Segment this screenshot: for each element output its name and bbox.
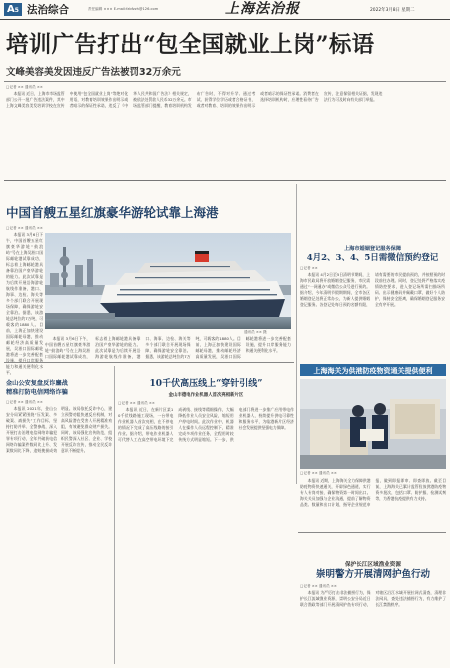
cruise-ship-illustration: [45, 233, 291, 329]
jinshan-body: [6, 406, 112, 664]
epidemic-body: [300, 478, 446, 530]
jinshan-headline-2: 精准打防电信网络诈骗: [6, 389, 68, 396]
marriage-body-text: 本报讯 4月2日至5日清明节期间，上海市民政局将开放婚姻登记服务，市民需通过“一网通办”或微信公众号进行预约。据介绍，今年清明节假期期间，全市各区婚姻登记处将正常办公，为新人提供婚姻登记服务。各登记处每日预约名额有限，请有需要的市民提前预约，并按照预约时段前往办理。同时，登记处将严格落实疫情防控要求，进入登记场所需扫描场所码、出示健康码并佩戴口罩，做好个人防护，保持安全距离，确保婚姻登记服务安全有序开展。: [300, 272, 445, 307]
epidemic-body-text: 本报讯 近期，上海海关全力保障供港防疫物资快速通关，开辟绿色通道，实行专人专岗对接，确保物资第一时间出口。海关关员加强与企业沟通，提前了解物资品类、数量和出口计划，指导企业规范申报，做到即报即审、即查即放。截至目前，上海海关已累计监管验放供港防疫物资多批次，包括口罩、防护服、检测试剂等，为香港抗疫提供有力支持。: [300, 478, 446, 507]
newspaper-logo: 上海法治报: [225, 1, 300, 17]
lead-byline: □记者 ×× 通讯员 ××: [6, 85, 43, 89]
marriage-byline: □记者 ××: [300, 266, 318, 270]
police-headline: 崇明警方开展清网护鱼行动: [315, 569, 430, 580]
police-intro: 保护长江区域渔业资源: [345, 562, 401, 568]
customs-officers-illustration: [300, 379, 446, 469]
jinshan-rule: [114, 366, 115, 664]
lead-rule: [4, 81, 446, 82]
cruise-ship-photo: [45, 233, 291, 329]
masthead-rule: [0, 19, 450, 20]
lead-body: [6, 91, 446, 177]
police-body: [300, 590, 446, 664]
jinshan-byline: □记者 ×× 通讯员 ××: [6, 400, 43, 404]
jinshan-body-text: 本报讯 2021年，金山公安分局紧紧围绕“压发案、多破案、减损失”工作目标，坚持打防并举、全警参战，深入开展打击治理电信网络诈骗犯罪专项行动，全年共破获电信网络诈骗案件数同比上升、发案数同比下降，追赃挽损成效明显。该局依托反诈中心，建立预警劝阻快速反应机制，对高风险潜在受害人开展精准劝阻，有效避免群众财产损失。同时，该局强化宣传防范，组织民警深入社区、企业、学校开展反诈宣传，推动全民反诈意识不断提升。: [6, 406, 112, 453]
hotline-byline: □记者 ×× 通讯员 ××: [118, 401, 155, 405]
ship-body-left: [6, 232, 43, 375]
hotline-body: [118, 407, 294, 664]
epidemic-byline: □记者 ×× 通讯员 ××: [300, 471, 337, 475]
section-title: 法治综合: [27, 4, 69, 16]
editor-line: 责任编辑 ××× E-mail:fzbfzzh@126.com: [88, 7, 159, 11]
page-letter: A: [7, 4, 15, 15]
ship-body-text: 本报讯 3月6日下午，中国首艘五星红旗豪华游轮“鼓浪屿”号在上海吴淞口国际邮轮港试靠成功，标志着上海邮轮港具备靠泊国产豪华游轮的能力。此次试靠是为后续开展沿海游轮航线作准备，港口、海事、边检、海关等多个部门联合开展现场保障，确保游轮安全靠泊。据悉，该游轮总吨位约7万吨，可载客约1880人。目前，上海正加快建设国际邮轮母港，推动邮轮经济高质量发展，吴淞口国际邮轮港将进一步完善配套设施，提升口岸服务能力和通关便利化水平。: [6, 232, 43, 375]
masthead: [0, 0, 450, 20]
lead-subhead: 文峰美容美发因违反广告法被罚32万余元: [6, 67, 181, 78]
ship-photo-caption: 通讯员 ×× 摄: [244, 330, 267, 334]
lead-bottom-rule: [4, 180, 446, 181]
officer-figure-2: [372, 403, 388, 449]
police-body-text: 本报讯 为严厉打击非法捕捞行为，保护长江流域渔业资源，崇明公安分局近日联合渔政等部门开展清网护鱼专项行动，对辖区沿江水域开展拉网式清查，清理非法网具，查处违法捕捞行为，有力维护了长江禁渔秩序。: [300, 590, 446, 607]
lead-headline: 培训广告打出“包全国就业上岗”标语: [6, 32, 375, 58]
marriage-headline: 上海市婚姻登记服务保障: [343, 246, 402, 252]
page-num: 5: [14, 7, 19, 14]
ship-byline: □记者 ×× 通讯员 ××: [6, 226, 43, 230]
ship-headline: 中国首艘五星红旗豪华游轮试靠上海港: [6, 205, 219, 220]
ship-body-bottom: [45, 336, 291, 360]
issue-date: 2022年3月8日 星期二: [370, 8, 415, 13]
lead-body-text: 本报讯 近日，上海市市场监管部门公开一批广告违法案件，其中上海文峰美容美发培训学校在宣传中使用“包全国就业上岗”等绝对化用语，对教育培训效果作出明示或者暗示的保证性承诺，违反了《中华人民共和国广告法》相关规定，被依法处罚款人民币32万余元。市场监管部门提醒，教育培训机构发布广告时，不得对升学、通过考试、获得学位学历或者合格证书，或者对教育、培训的效果作出明示或者暗示的保证性承诺。消费者在选择培训机构时，应理性看待广告宣传，注意保留相关证据，发现违法行为可及时向有关部门举报。: [6, 91, 383, 108]
page-number-badge: [4, 3, 22, 16]
marriage-body: [300, 272, 445, 358]
epidemic-headline: 上海海关为供港防疫物资通关提供便利: [313, 366, 433, 375]
jinshan-headline: 金山公安复盘反诈鏖战: [6, 380, 68, 387]
hotline-headline: 10千伏高压线上“穿针引线”: [149, 379, 263, 389]
marriage-subhead: 4月2、3、4、5日需微信预约登记: [306, 253, 439, 263]
ship-body-text-2: 本报讯 3月6日下午，中国首艘五星红旗豪华游轮“鼓浪屿”号在上海吴淞口国际邮轮港试靠成功，标志着上海邮轮港具备靠泊国产豪华游轮的能力。此次试靠是为后续开展沿海游轮航线作准备，港口、海事、边检、海关等多个部门联合开展现场保障，确保游轮安全靠泊。据悉，该游轮总吨位约7万吨，可载客约1880人。目前，上海正加快建设国际邮轮母港，推动邮轮经济高质量发展，吴淞口国际邮轮港将进一步完善配套设施，提升口岸服务能力和通关便利化水平。: [45, 336, 291, 359]
customs-photo: [300, 379, 446, 469]
ship-bottom-rule: [4, 362, 294, 363]
police-top-rule: [298, 532, 446, 533]
right-column-rule: [296, 184, 297, 484]
hotline-subhead: 金山丰德电作业机器人首次亮相新片区: [168, 393, 244, 398]
police-byline: □记者 ×× 通讯员 ××: [300, 584, 337, 588]
hotline-body-text: 本报讯 近日，在新片区某10千伏线路施工现场，一台带电作业机器人首次亮相，在不停电的情况下完成了高压线路的接引作业。据介绍，带电作业机器人可代替人工在高空带电环境下完成剥线、接线等精细操作，大幅降低作业人员安全风险，缩短用户停电时间。此次作业中，机器人在操作人员远程控制下，精准完成多项作业任务，全程用时较传统方式明显缩短。下一步，供电部门将进一步推广应用带电作业机器人，持续提升供电可靠性和服务水平，为临港新片区经济社会发展提供坚强电力保障。: [118, 407, 294, 442]
